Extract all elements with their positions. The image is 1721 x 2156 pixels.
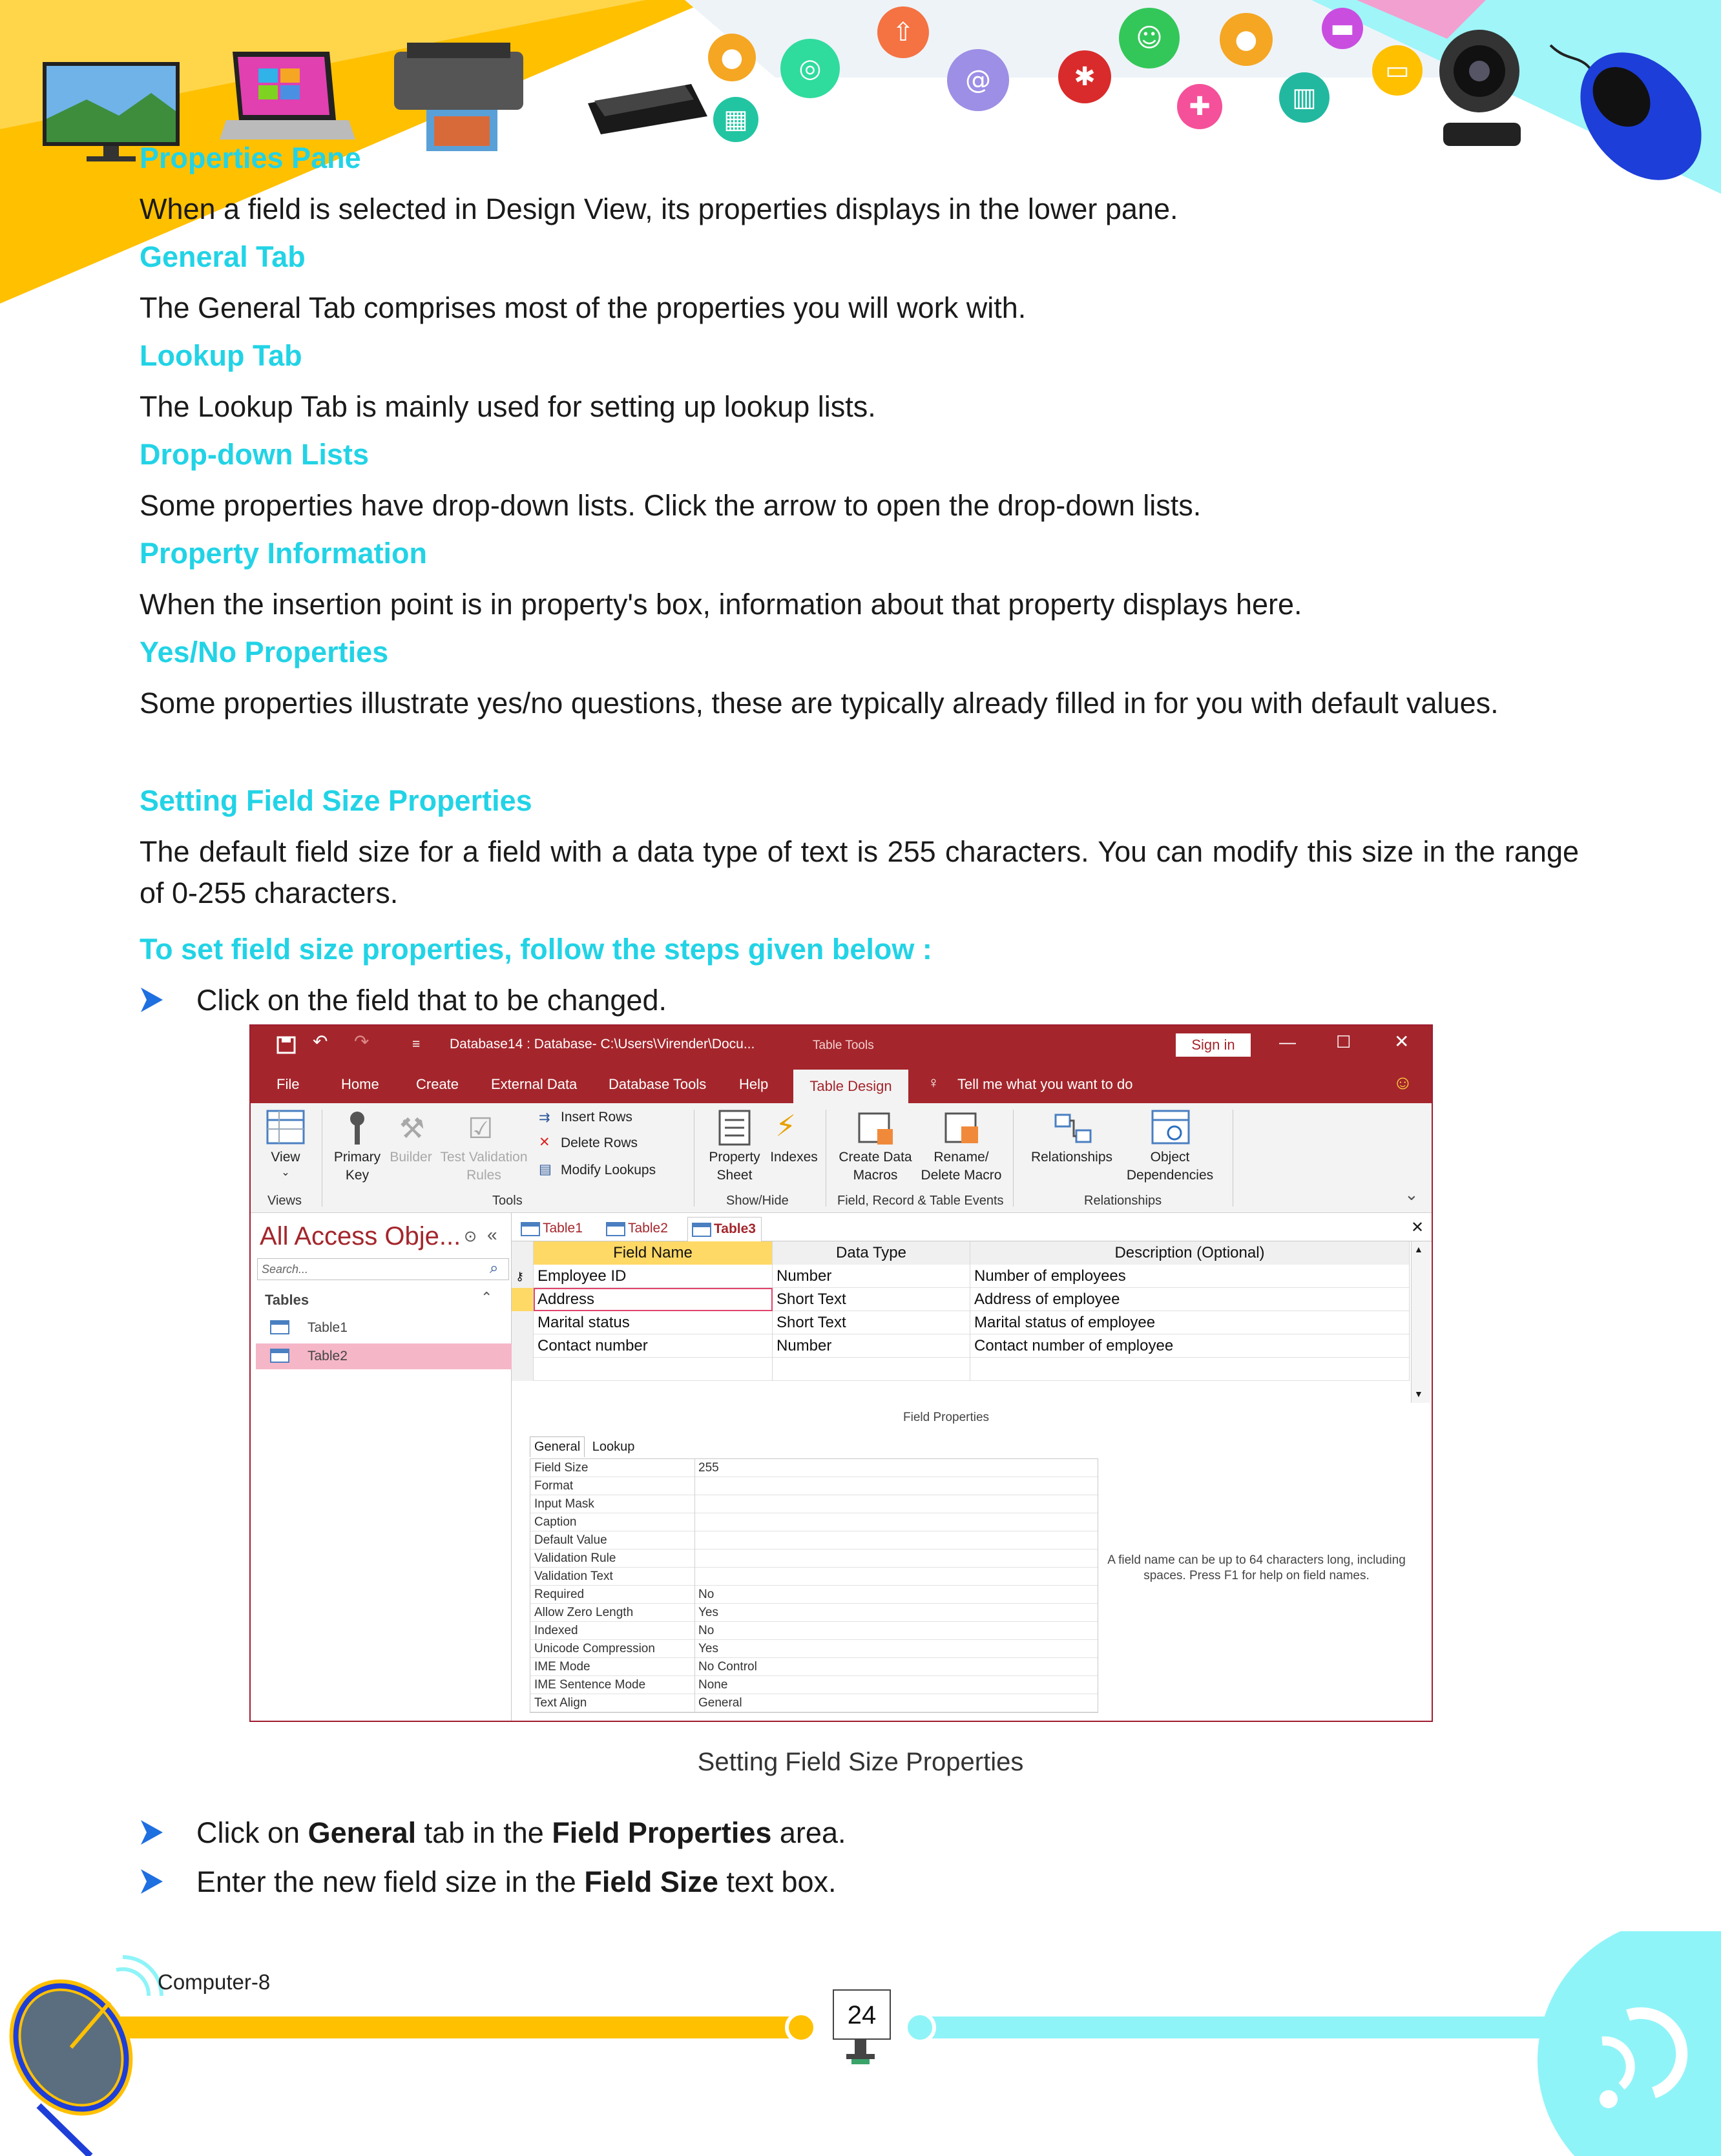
group-tools: Tools (492, 1194, 523, 1208)
table-row-empty[interactable] (512, 1358, 1410, 1381)
object-dependencies-button[interactable]: Object Dependencies (1126, 1150, 1214, 1183)
gamepad-icon: ✚ (1177, 84, 1222, 129)
steps-heading: To set field size properties, follow the steps given below : (140, 933, 932, 966)
property-name: Caption (534, 1515, 577, 1529)
heading-yes-no-properties: Yes/No Properties (140, 636, 389, 669)
test-validation-button[interactable]: Test Validation Rules (440, 1150, 528, 1183)
group-views: Views (267, 1194, 302, 1208)
property-row[interactable] (530, 1676, 1098, 1694)
close-icon[interactable]: ✕ (1394, 1031, 1410, 1052)
description-cell[interactable]: Marital status of employee (970, 1311, 1410, 1334)
builder-icon: ⚒ (399, 1113, 425, 1145)
rename-delete-macro-button[interactable]: Rename/ Delete Macro (921, 1150, 1002, 1183)
paragraph-properties-pane: When a field is selected in Design View, its properties displays in the lower pane. (140, 192, 1178, 225)
menu-bar (251, 1064, 1432, 1103)
field-properties-list (530, 1458, 1098, 1713)
key-icon (348, 1111, 367, 1147)
menu-create[interactable]: Create (416, 1076, 459, 1092)
step-1-text: Click on the field that to be changed. (196, 984, 667, 1017)
data-type-cell[interactable]: Number (773, 1265, 970, 1288)
heading-general-tab: General Tab (140, 240, 306, 273)
arrow-bullet-icon (141, 1820, 163, 1845)
data-type-cell[interactable]: Short Text (773, 1288, 970, 1311)
scroll-down-icon[interactable]: ▼ (1414, 1389, 1423, 1399)
property-value[interactable]: No Control (698, 1660, 757, 1674)
property-name: Unicode Compression (534, 1642, 655, 1655)
nav-search-input[interactable]: Search... (257, 1258, 509, 1280)
view-button[interactable]: View (271, 1150, 300, 1165)
scroll-up-icon[interactable]: ▲ (1414, 1244, 1423, 1254)
property-name: IME Sentence Mode (534, 1678, 646, 1692)
property-row[interactable] (530, 1513, 1098, 1531)
scanner-image (581, 65, 711, 136)
grid-scrollbar[interactable] (1411, 1241, 1430, 1403)
property-name: Input Mask (534, 1497, 594, 1511)
footer-book-title: Computer-8 (158, 1970, 271, 1994)
field-name-cell[interactable]: Marital status (534, 1311, 773, 1334)
property-name: Allow Zero Length (534, 1606, 634, 1619)
data-type-cell[interactable] (773, 1358, 970, 1381)
menu-help[interactable]: Help (739, 1076, 769, 1092)
paragraph-yes-no-properties: Some properties illustrate yes/no questions, these are typically already filled in for you with default values. (140, 687, 1499, 720)
window-title: Database14 : Database- C:\Users\Virender\Docu... (450, 1037, 755, 1052)
table-icon (606, 1222, 625, 1236)
search-icon[interactable]: ⌕ (490, 1259, 499, 1277)
property-value[interactable]: General (698, 1696, 742, 1710)
mouse-icon: ● (708, 34, 756, 81)
shutter-bar-icon[interactable]: « (487, 1225, 497, 1245)
primary-key-button[interactable]: Primary Key (333, 1150, 381, 1183)
paragraph-general-tab: The General Tab comprises most of the properties you will work with. (140, 291, 1027, 324)
heading-property-information: Property Information (140, 537, 428, 570)
delete-rows-button[interactable]: Delete Rows (561, 1135, 638, 1150)
table-row[interactable] (512, 1334, 1410, 1358)
globe-icon: ◎ (780, 39, 840, 98)
group-show-hide: Show/Hide (726, 1194, 789, 1208)
data-type-cell[interactable]: Number (773, 1334, 970, 1358)
row-selector[interactable] (512, 1334, 534, 1358)
group-field-record-table-events: Field, Record & Table Events (837, 1194, 1004, 1208)
primary-key-indicator-icon: ⚷ (512, 1265, 534, 1288)
field-properties-title: Field Properties (903, 1411, 990, 1424)
main-content (140, 139, 1579, 1029)
table-icon (270, 1320, 289, 1334)
property-name: Format (534, 1479, 574, 1493)
property-row[interactable] (530, 1622, 1098, 1640)
view-dropdown-icon[interactable]: ⌄ (281, 1167, 290, 1178)
property-sheet-icon (718, 1110, 751, 1146)
property-row[interactable] (530, 1495, 1098, 1513)
description-cell[interactable]: Contact number of employee (970, 1334, 1410, 1358)
property-row[interactable] (530, 1550, 1098, 1568)
row-selector[interactable] (512, 1358, 534, 1381)
monitor-icon: ▭ (1372, 45, 1423, 96)
figure-caption: Setting Field Size Properties (697, 1748, 1024, 1776)
heading-setting-field-size: Setting Field Size Properties (140, 784, 532, 817)
property-name: Required (534, 1588, 585, 1601)
smiley-icon[interactable]: ☺ (1393, 1072, 1413, 1094)
upload-icon: ⇧ (877, 6, 929, 58)
rename-delete-macro-icon (944, 1110, 981, 1146)
property-value[interactable]: Yes (698, 1606, 718, 1619)
customize-qat-icon[interactable]: ≡ (412, 1037, 421, 1052)
object-dependencies-icon (1151, 1110, 1190, 1146)
arrow-bullet-icon (141, 988, 163, 1012)
context-tab-label: Table Tools (813, 1039, 874, 1052)
footer-decoration (0, 1931, 1721, 2156)
nav-dropdown-icon[interactable]: ⊙ (464, 1228, 477, 1245)
navigation-pane (251, 1213, 512, 1722)
header-description[interactable]: Description (Optional) (970, 1241, 1410, 1265)
paragraph-property-information: When the insertion point is in property's box, information about that property displays here. (140, 588, 1302, 621)
collapse-ribbon-icon[interactable]: ⌄ (1404, 1185, 1419, 1204)
design-grid (512, 1241, 1433, 1404)
create-data-macros-icon (858, 1110, 894, 1146)
property-name: Default Value (534, 1533, 607, 1547)
people-icon: ☺ (1119, 8, 1180, 68)
property-name: IME Mode (534, 1660, 590, 1674)
property-name: Field Size (534, 1461, 589, 1475)
bar-chart-icon: ▥ (1279, 72, 1330, 123)
property-value[interactable]: No (698, 1588, 714, 1601)
heading-drop-down-lists: Drop-down Lists (140, 438, 369, 471)
property-row[interactable] (530, 1568, 1098, 1586)
printer-image (388, 39, 530, 155)
modify-lookups-button[interactable]: Modify Lookups (561, 1163, 656, 1177)
paragraph-drop-down-lists: Some properties have drop-down lists. Click the arrow to open the drop-down lists. (140, 489, 1202, 522)
property-row[interactable] (530, 1459, 1098, 1477)
grid-header-row (512, 1241, 1410, 1265)
data-type-cell[interactable]: Short Text (773, 1311, 970, 1334)
field-name-cell[interactable]: Employee ID (534, 1265, 773, 1288)
row-selector[interactable] (512, 1311, 534, 1334)
sign-in-button[interactable]: Sign in (1176, 1033, 1251, 1057)
page-number: 24 (833, 1989, 891, 2040)
description-cell[interactable] (970, 1358, 1410, 1381)
heading-lookup-tab: Lookup Tab (140, 339, 302, 372)
menu-home[interactable]: Home (341, 1076, 379, 1092)
chart-icon: ▦ (713, 97, 758, 142)
relationships-button[interactable]: Relationships (1030, 1150, 1113, 1165)
maximize-icon[interactable]: ☐ (1336, 1032, 1351, 1052)
field-name-cell[interactable] (534, 1358, 773, 1381)
property-tabs (530, 1436, 638, 1457)
tab-lookup[interactable]: Lookup (592, 1440, 635, 1454)
folder-icon: ▬ (1322, 8, 1363, 49)
header-data-type[interactable]: Data Type (773, 1241, 970, 1265)
redo-icon[interactable]: ↷ (354, 1031, 370, 1052)
property-name: Text Align (534, 1696, 587, 1710)
nav-section-tables[interactable]: Tables (265, 1292, 309, 1308)
more-steps (140, 1812, 1579, 1911)
property-name: Validation Rule (534, 1551, 616, 1565)
tab-table1[interactable]: Table1 (517, 1217, 583, 1241)
indexes-button[interactable]: Indexes (770, 1150, 818, 1165)
collapse-section-icon[interactable]: ⌃ (481, 1289, 493, 1305)
insert-rows-icon: ⇉ (539, 1110, 550, 1125)
tell-me-box[interactable]: Tell me what you want to do (957, 1076, 1133, 1092)
property-row[interactable] (530, 1531, 1098, 1550)
tab-table3[interactable]: Table3 (687, 1217, 762, 1241)
title-bar (251, 1026, 1432, 1064)
menu-database-tools[interactable]: Database Tools (609, 1076, 707, 1092)
webcam-image (1434, 26, 1531, 155)
view-icon (266, 1110, 305, 1145)
description-cell[interactable]: Number of employees (970, 1265, 1410, 1288)
document-tabs (512, 1213, 1433, 1241)
property-name: Validation Text (534, 1570, 613, 1583)
field-name-cell[interactable]: Contact number (534, 1334, 773, 1358)
close-tab-icon[interactable]: ✕ (1411, 1219, 1424, 1236)
heading-properties-pane: Properties Pane (140, 141, 361, 174)
table-icon (692, 1223, 711, 1237)
description-cell[interactable]: Address of employee (970, 1288, 1410, 1311)
test-validation-icon: ☑ (468, 1113, 494, 1145)
table-row[interactable] (512, 1311, 1410, 1334)
email-icon: @ (947, 49, 1009, 111)
tab-general[interactable]: General (530, 1436, 585, 1457)
menu-external-data[interactable]: External Data (491, 1076, 578, 1092)
field-size-input[interactable]: 255 (698, 1461, 719, 1475)
mouse-icon-2: ● (1220, 13, 1273, 66)
tab-table2[interactable]: Table2 (602, 1217, 668, 1241)
create-data-macros-button[interactable]: Create Data Macros (839, 1150, 912, 1183)
menu-table-design[interactable]: Table Design (793, 1070, 908, 1103)
group-relationships: Relationships (1084, 1194, 1162, 1208)
gears-icon: ✱ (1058, 50, 1111, 103)
property-help-text: A field name can be up to 64 characters long, including spaces. Press F1 for help on field names. (1107, 1553, 1406, 1582)
paragraph-setting-field-size: The default field size for a field with a data type of text is 255 characters. You can modify this size in the range of 0-255 characters. (140, 835, 1579, 909)
table-icon (521, 1222, 540, 1236)
builder-button[interactable]: Builder (390, 1150, 432, 1165)
property-row[interactable] (530, 1640, 1098, 1658)
nav-item-table2[interactable]: Table2 (256, 1343, 512, 1369)
table-row[interactable] (512, 1265, 1410, 1288)
property-row[interactable] (530, 1658, 1098, 1676)
paragraph-lookup-tab: The Lookup Tab is mainly used for setting up lookup lists. (140, 390, 876, 423)
insert-rows-button[interactable]: Insert Rows (561, 1110, 632, 1125)
property-row[interactable] (530, 1694, 1098, 1712)
modify-lookups-icon: ▤ (539, 1162, 552, 1177)
property-name: Indexed (534, 1624, 578, 1637)
relationships-icon (1054, 1112, 1093, 1145)
property-value[interactable]: Yes (698, 1642, 718, 1655)
menu-file[interactable]: File (276, 1076, 300, 1092)
property-row[interactable] (530, 1477, 1098, 1495)
lightbulb-icon: ♀ (928, 1074, 939, 1092)
access-screenshot (249, 1024, 1433, 1722)
undo-icon[interactable]: ↶ (313, 1031, 328, 1052)
save-icon[interactable] (276, 1036, 296, 1054)
header-field-name[interactable]: Field Name (534, 1241, 773, 1265)
nav-item-table1[interactable]: Table1 (256, 1315, 512, 1341)
property-sheet-button[interactable]: Property Sheet (709, 1150, 760, 1183)
arrow-bullet-icon (141, 1869, 163, 1894)
delete-rows-icon: ✕ (539, 1135, 550, 1150)
minimize-icon[interactable]: — (1279, 1032, 1296, 1052)
property-row[interactable] (530, 1604, 1098, 1622)
property-row[interactable] (530, 1586, 1098, 1604)
ribbon (251, 1103, 1432, 1213)
step-1 (140, 980, 1579, 1029)
row-selector[interactable] (512, 1288, 534, 1311)
table-row[interactable] (512, 1288, 1410, 1311)
table-icon (270, 1349, 289, 1363)
field-name-cell-selected[interactable]: Address (534, 1288, 773, 1311)
step-2: Click on General tab in the Field Properties area. (140, 1812, 1579, 1861)
step-3: Enter the new field size in the Field Size text box. (140, 1861, 1579, 1911)
property-value[interactable]: None (698, 1678, 728, 1692)
property-value[interactable]: No (698, 1624, 714, 1637)
nav-pane-title[interactable]: All Access Obje... (260, 1222, 461, 1250)
indexes-icon: ⚡ (775, 1109, 797, 1143)
